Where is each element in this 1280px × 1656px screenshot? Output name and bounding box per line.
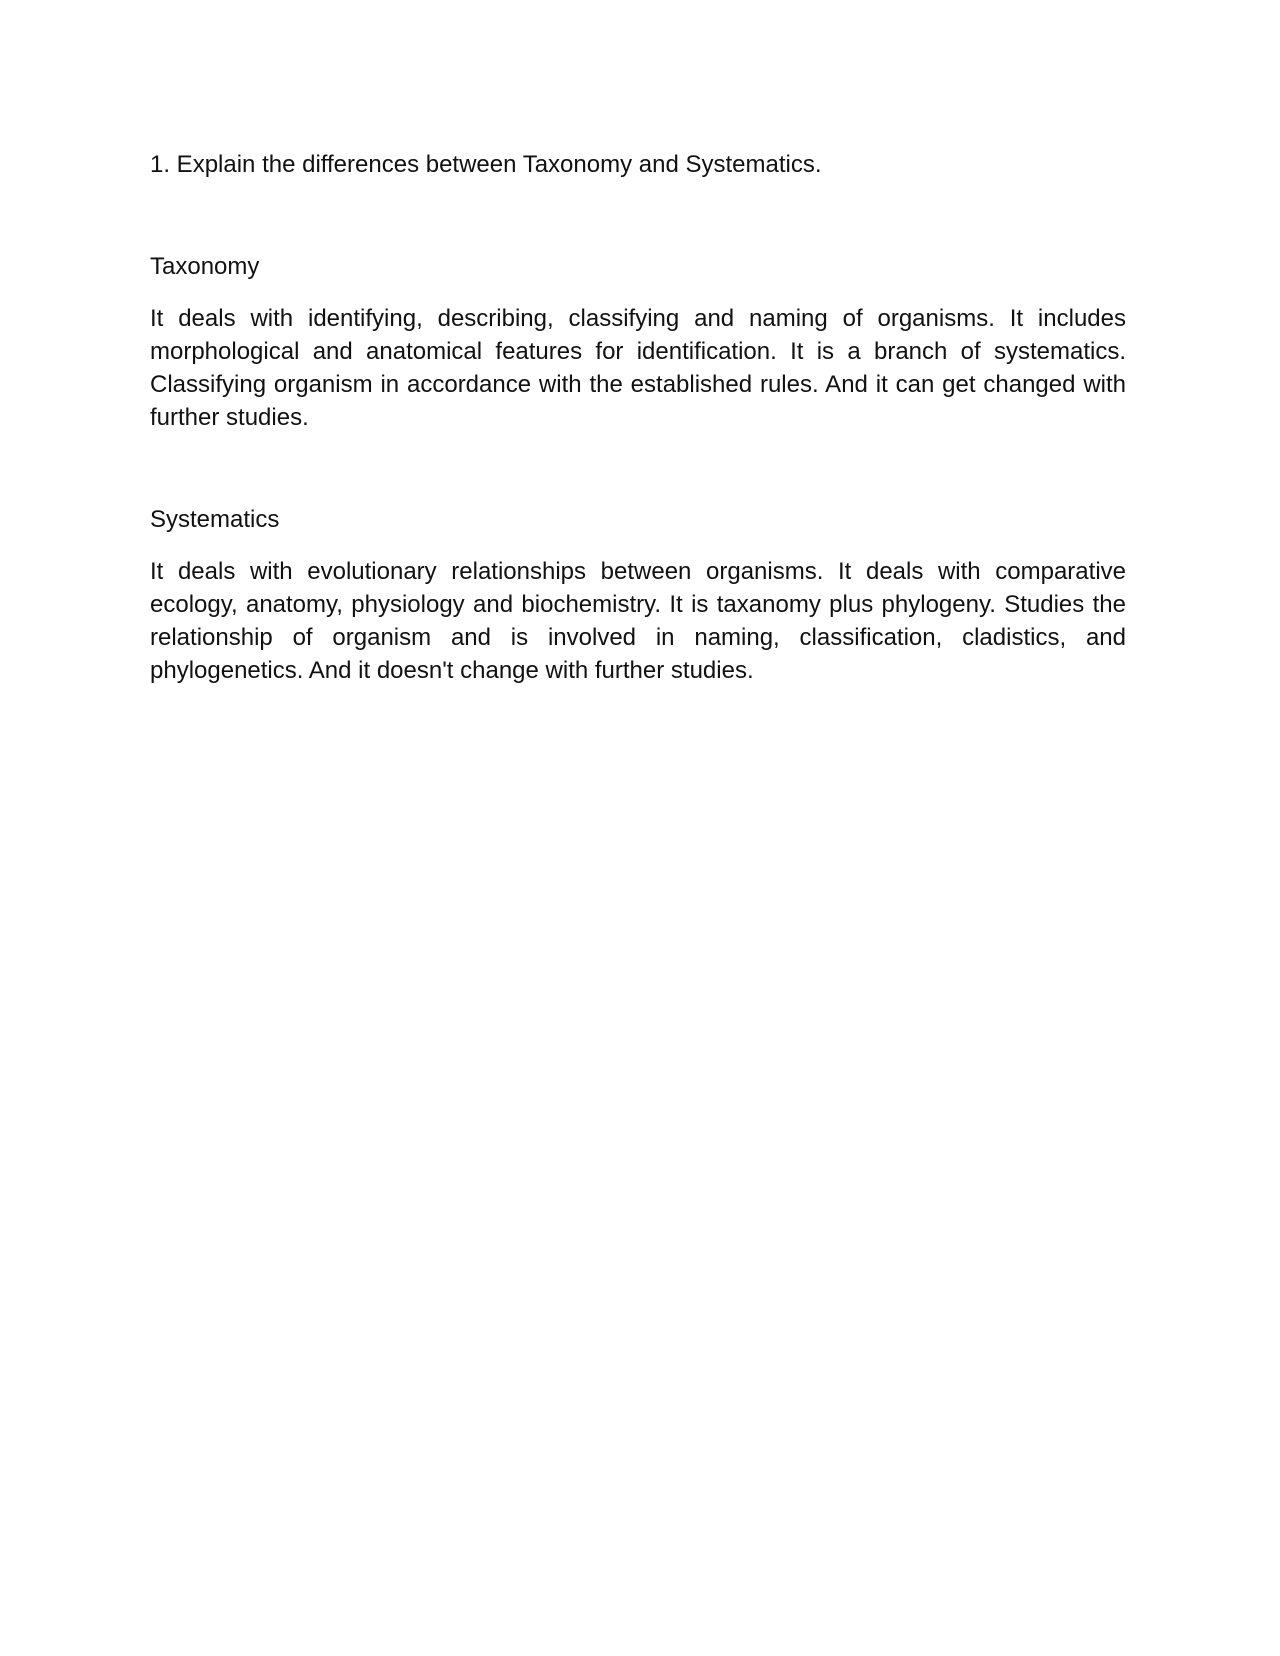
section-body-systematics: It deals with evolutionary relationships between organisms. It deals with comparative ecology, anatomy, physiology and biochemistry. It is taxanomy plus phylogeny. Studies the relationship of organism and is involved in naming, classification, cladistics, and phylogenetics. And it doesn't change with further studies. — [150, 558, 1126, 684]
question-text: 1. Explain the differences between Taxonomy and Systematics. — [150, 151, 822, 178]
section-body-taxonomy: It deals with identifying, describing, classifying and naming of organisms. It includes morphological and anatomical features for identification. It is a branch of systematics. Classifying organism in accordance with the established rules. And it can get changed with further studies. — [150, 305, 1126, 431]
section-heading-systematics: Systematics — [150, 506, 280, 533]
section-heading-taxonomy: Taxonomy — [150, 253, 260, 280]
systematics-section — [150, 503, 1126, 687]
taxonomy-section — [150, 250, 1126, 434]
document-content — [150, 148, 1126, 756]
